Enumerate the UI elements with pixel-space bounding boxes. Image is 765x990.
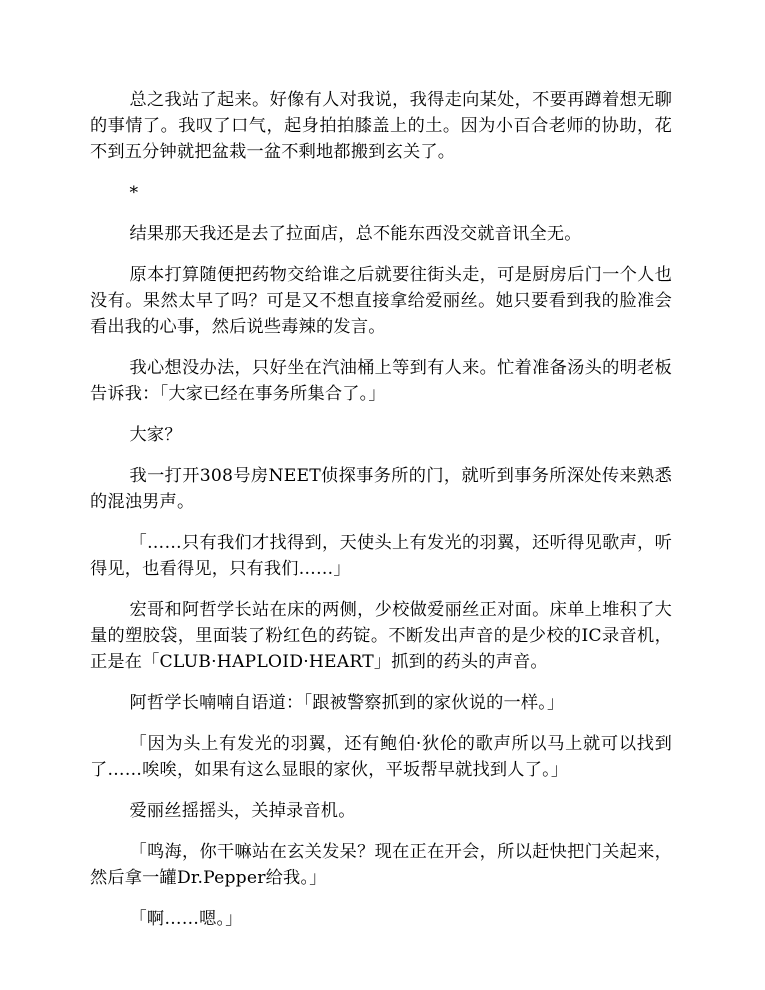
- paragraph: 结果那天我还是去了拉面店，总不能东西没交就音讯全无。: [129, 224, 582, 244]
- paragraph: 爱丽丝摇摇头，关掉录音机。: [129, 801, 356, 821]
- paragraph: 我心想没办法，只好坐在汽油桶上等到有人来。忙着准备汤头的明老板告诉我：「大家已经在事务所集合了。」: [90, 358, 672, 404]
- paragraph: 「鸣海，你干嘛站在玄关发呆？现在正在开会，所以赶快把门关起来，然后拿一罐Dr.Pepper给我。」: [90, 842, 672, 888]
- paragraph: 「因为头上有发光的羽翼，还有鲍伯·狄伦的歌声所以马上就可以找到了……唉唉，如果有这么显眼的家伙，平坂帮早就找到人了。」: [90, 734, 672, 780]
- paragraph: 大家？: [129, 425, 182, 445]
- paragraph: 总之我站了起来。好像有人对我说，我得走向某处，不要再蹲着想无聊的事情了。我叹了口气，起身拍拍膝盖上的土。因为小百合老师的协助，花不到五分钟就把盆栽一盆不剩地都搬到玄关了。: [90, 90, 672, 162]
- paragraph: 我一打开308号房NEET侦探事务所的门，就听到事务所深处传来熟悉的混浊男声。: [90, 466, 672, 512]
- paragraph: 阿哲学长喃喃自语道：「跟被警察抓到的家伙说的一样。」: [129, 693, 565, 713]
- paragraph: 宏哥和阿哲学长站在床的两侧，少校做爱丽丝正对面。床单上堆积了大量的塑胶袋，里面装了粉红色的药锭。不断发出声音的是少校的IC录音机，正是在「CLUB·HAPLOID·HEART」抓到的药头的声音。: [90, 600, 672, 672]
- book-page: [90, 87, 672, 947]
- scene-break: *: [129, 183, 139, 203]
- paragraph: 原本打算随便把药物交给谁之后就要往街头走，可是厨房后门一个人也没有。果然太早了吗？可是又不想直接拿给爱丽丝。她只要看到我的脸准会看出我的心事，然后说些毒辣的发言。: [90, 265, 672, 337]
- paragraph: 「……只有我们才找得到，天使头上有发光的羽翼，还听得见歌声，听得见，也看得见，只有我们……」: [90, 533, 672, 579]
- paragraph: 「啊……嗯。」: [129, 909, 243, 929]
